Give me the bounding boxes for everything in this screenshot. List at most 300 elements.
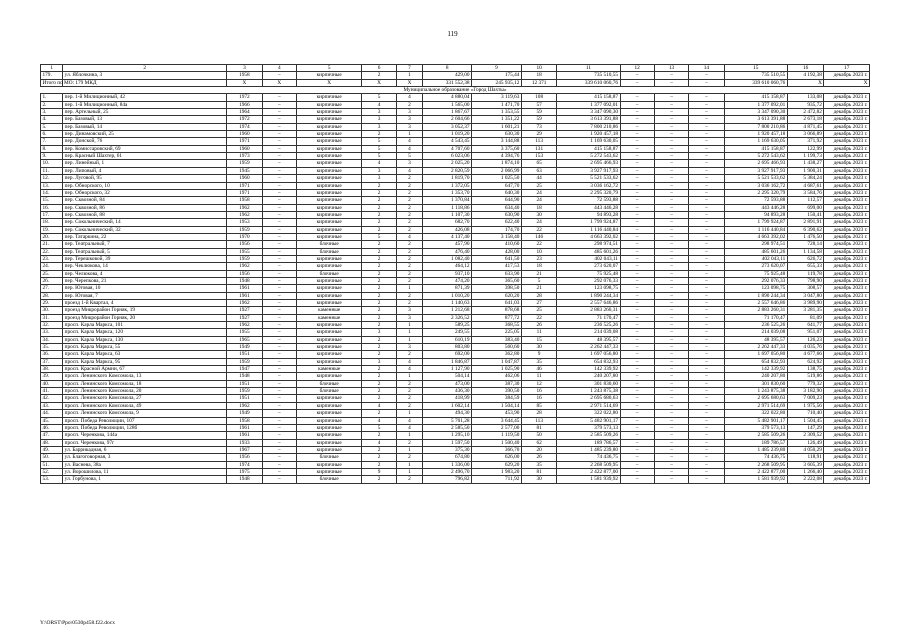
table-cell: 142 339,92 [557,366,620,373]
table-cell: 4 880,04 [423,94,472,101]
table-cell: – [654,219,688,226]
table-cell: 1 [396,432,423,439]
table-cell: просп. Карла Маркса, 130 [63,336,227,343]
table-cell: – [620,270,654,277]
table-cell: ул. Васнева, 38а [63,461,227,468]
table-cell: 1961 [227,292,262,299]
table-row [41,439,870,446]
table-cell: 2 [362,72,396,79]
table-cell: 301 830,60 [724,380,787,387]
table-cell: – [689,175,724,182]
table-cell: 711,92 [472,476,522,483]
table-cell: 379 573,13 [557,424,620,431]
table-cell: 123 098,75 [557,285,620,292]
table-row [41,344,870,351]
table-cell: 1 867,67 [423,109,472,116]
table-row [41,101,870,108]
table-cell: 1962 [227,211,262,218]
table-row [41,241,870,248]
table-cell: 1958 [227,197,262,204]
table-cell: 1949 [227,410,262,417]
housing-repair-table [40,64,870,484]
table-cell: 1 602,14 [423,402,472,409]
table-cell: – [654,454,688,461]
table-cell: 3 144,88 [472,138,522,145]
table-cell: 1927 [227,314,262,321]
table-cell: кирпичные [296,204,361,211]
table-cell: 1 697 056,80 [557,351,620,358]
table-cell: 65 [521,160,556,167]
table-cell: кирпичные [296,226,361,233]
table-cell: 142 339,92 [724,366,787,373]
table-cell: кирпичные [296,395,361,402]
table-cell: 2 [396,439,423,446]
table-cell: 2 585 509,26 [724,432,787,439]
table-cell: – [620,219,654,226]
table-cell: 453,90 [472,410,522,417]
table-cell: – [262,476,296,483]
table-cell: декабрь 2023 г. [824,94,870,101]
table-cell: 415 158,87 [724,94,787,101]
table-cell: 113 [521,417,556,424]
table-cell: 4 [262,65,296,72]
table-cell: 179. [41,72,63,79]
section-header-row [41,87,870,94]
table-row [41,461,870,468]
table-cell: 2 [362,226,396,233]
table-cell: 292 076,33 [724,277,787,284]
table-cell: 4 663 392,02 [557,233,620,240]
table-cell: – [689,109,724,116]
table-cell: 4 192,38 [787,72,824,79]
table-cell: блочные [296,388,361,395]
table-cell: – [654,446,688,453]
table-cell: 1951 [227,351,262,358]
table-cell: 2 [362,182,396,189]
table-cell: 4 663 392,02 [724,233,787,240]
table-cell: – [262,131,296,138]
table-row [41,292,870,299]
table-cell: кирпичные [296,72,361,79]
table-cell: кирпичные [296,410,361,417]
table-cell: 2 883 260,31 [724,307,787,314]
table-cell: 50. [41,454,63,461]
table-row [41,255,870,262]
table-row [41,395,870,402]
table-cell: декабрь 2023 г. [824,454,870,461]
table-cell: 22 [521,314,556,321]
table-cell: 5 [362,233,396,240]
table-cell: – [262,468,296,475]
table-cell: 3 [396,109,423,116]
table-cell: 610,19 [423,336,472,343]
table-cell: 387,30 [472,380,522,387]
table-cell: 62 [521,439,556,446]
table-cell: 1 476,50 [787,233,824,240]
table-cell: 189 786,57 [557,439,620,446]
table-cell: 236 525,26 [724,322,787,329]
table-cell: 418,99 [423,395,472,402]
table-cell: 630,90 [472,211,522,218]
table-cell: 436,30 [423,388,472,395]
table-cell: 5 [396,153,423,160]
table-cell: кирпичные [296,160,361,167]
table-cell: 1 504,14 [472,402,522,409]
table-cell: – [654,138,688,145]
table-cell: – [620,145,654,152]
table-cell: 3 375,60 [472,145,522,152]
table-cell: 214 039,08 [557,329,620,336]
table-cell: – [620,476,654,483]
table-cell: 1960 [227,131,262,138]
table-cell: 9 [521,351,556,358]
table-cell: 2 [362,219,396,226]
table-cell: 4 [396,358,423,365]
table-cell: кирпичные [296,263,361,270]
table-cell: декабрь 2023 г. [824,109,870,116]
table-cell: – [262,167,296,174]
table-cell: – [689,101,724,108]
table-cell: проезд Микрорайон Горняк, 20 [63,314,227,321]
table-cell: декабрь 2023 г. [824,285,870,292]
table-cell: 6. [41,131,63,138]
table-cell: – [689,160,724,167]
table-cell: 3 [362,116,396,123]
table-row [41,116,870,123]
table-cell: 2 422 877,00 [724,468,787,475]
table-cell: 17 [824,65,870,72]
table-cell: – [262,175,296,182]
table-cell: 2 472,82 [787,109,824,116]
table-cell: пер. Черепкова, 21 [63,277,227,284]
table-cell: 1974 [227,123,262,130]
table-cell: просп. Ленинского Комсомола, 18 [63,380,227,387]
table-cell: 112,57 [787,197,824,204]
table-cell: – [620,336,654,343]
table-cell: 1947 [227,366,262,373]
table-cell: – [689,270,724,277]
table-cell: 1 920 457,18 [724,131,787,138]
table-cell: 626,00 [472,454,522,461]
table-cell: декабрь 2023 г. [824,417,870,424]
table-cell: 1 581 939,92 [557,476,620,483]
table-cell: – [654,336,688,343]
table-cell: 2 [362,300,396,307]
table-cell: – [654,123,688,130]
table-cell: 2 [396,402,423,409]
table-cell: 410,60 [472,241,522,248]
table-cell: 1 [396,373,423,380]
table-cell: 1 471,70 [472,101,522,108]
table-cell: просп. Карла Маркса, 55 [63,344,227,351]
table-cell: 1974 [227,461,262,468]
table-cell: 1 127,90 [423,366,472,373]
table-cell: – [620,439,654,446]
table-cell: – [620,380,654,387]
table-cell: 27. [41,285,63,292]
table-cell: – [262,380,296,387]
table-cell: 3 182,90 [787,388,824,395]
table-cell: декабрь 2023 г. [824,307,870,314]
table-row [41,153,870,160]
table-cell: 2 [362,461,396,468]
table-cell: – [654,263,688,270]
table-cell: декабрь 2023 г. [824,241,870,248]
table-cell: – [262,241,296,248]
table-cell: 7 800 210,86 [557,123,620,130]
table-cell: просп. Ленинского Комсомола, 20 [63,388,227,395]
table-cell: 16 [521,395,556,402]
table-cell: 4 394,76 [472,153,522,160]
table-cell: – [620,424,654,431]
table-cell: – [654,94,688,101]
table-cell: пер. Сквозной, 86 [63,204,227,211]
table-cell: 654 832,93 [557,358,620,365]
table-cell: 63 [521,167,556,174]
table-cell: пер. Юговая, 7 [63,292,227,299]
total-row [41,79,870,86]
table-cell: 308,57 [787,285,824,292]
table-cell: 1958 [227,72,262,79]
table-cell: 2 [362,263,396,270]
table-cell: 9 [472,65,522,72]
table-cell: – [654,175,688,182]
table-cell: 2 [362,454,396,461]
table-cell: – [689,314,724,321]
table-cell: 390,50 [472,388,522,395]
table-cell: 1960 [227,175,262,182]
table-cell: декабрь 2023 г. [824,373,870,380]
table-cell: 52. [41,468,63,475]
table-cell: 937,10 [423,270,472,277]
table-cell: 2 557 646,86 [724,300,787,307]
table-row [41,329,870,336]
table-cell: 2 [396,255,423,262]
table-cell: – [654,270,688,277]
table-cell: – [654,351,688,358]
table-cell: – [654,241,688,248]
table-cell: 3 036 162,72 [557,182,620,189]
table-cell: – [620,300,654,307]
table-cell: 75 925,48 [557,270,620,277]
table-cell: 20 [521,446,556,453]
table-cell: 23. [41,255,63,262]
table-cell: кирпичные [296,424,361,431]
table-cell: 779,32 [787,380,824,387]
table-cell: 8 [423,65,472,72]
table-row [41,417,870,424]
table-cell: – [689,116,724,123]
table-cell: 877,72 [472,314,522,321]
table-cell: – [689,300,724,307]
table-cell: 462,06 [472,373,522,380]
table-cell: 4 707,60 [423,145,472,152]
table-cell: декабрь 2023 г. [824,138,870,145]
table-cell: 1 597,50 [423,439,472,446]
table-cell: 2 [362,292,396,299]
table-cell: – [620,197,654,204]
table-cell: 2 422 877,00 [557,468,620,475]
table-cell: кирпичные [296,446,361,453]
table-cell: 12 371 [521,79,556,86]
table-cell: 443 446,28 [557,204,620,211]
table-cell: кирпичные [296,145,361,152]
table-cell: 2 [362,211,396,218]
table-cell: 2 496,70 [423,468,472,475]
table-cell: – [262,358,296,365]
table-cell: – [689,454,724,461]
table-cell: 3 047,80 [787,292,824,299]
table-cell: – [689,336,724,343]
table-cell: ул. Баррикадная, 6 [63,446,227,453]
table-cell: 2 [396,211,423,218]
table-cell: 641,50 [472,255,522,262]
table-cell: – [689,432,724,439]
table-cell: 3 [396,123,423,130]
table-cell: 12 [521,380,556,387]
table-cell: – [689,241,724,248]
table-cell: X [787,79,824,86]
table-cell: 35 [521,461,556,468]
table-cell: 1971 [227,189,262,196]
table-cell: 2 [396,241,423,248]
table-cell: пер. Театральный, 5 [63,248,227,255]
table-cell: 10 [521,248,556,255]
table-cell: 53. [41,476,63,483]
table-cell: 42. [41,395,63,402]
table-cell: 647,70 [472,182,522,189]
table-cell: декабрь 2023 г. [824,300,870,307]
table-cell: декабрь 2023 г. [824,439,870,446]
table-cell: – [262,145,296,152]
table-cell: пер. Базовый, 14 [63,123,227,130]
table-cell: декабрь 2023 г. [824,476,870,483]
table-cell: просп. Ленинского Комсомола, 9 [63,410,227,417]
table-row [41,270,870,277]
table-cell: – [689,461,724,468]
table-cell: 118,91 [787,454,824,461]
table-cell: – [620,116,654,123]
table-cell: – [620,131,654,138]
table-cell: декабрь 2023 г. [824,380,870,387]
table-cell: – [620,446,654,453]
table-cell: – [689,366,724,373]
table-cell: – [689,307,724,314]
table-cell: 46. [41,424,63,431]
table-cell: кирпичные [296,167,361,174]
table-cell: – [654,395,688,402]
table-cell: 3 613 391,88 [557,116,620,123]
table-cell: 2 [362,476,396,483]
table-cell: 692,00 [423,351,472,358]
table-cell: пер. Базовый, 13 [63,116,227,123]
table-cell: 2 295 320,79 [557,189,620,196]
table-cell: проезд Микрорайон Горняк, 19 [63,307,227,314]
table-cell: 4 050,29 [787,446,824,453]
table-cell: – [620,160,654,167]
table-row [41,322,870,329]
table-cell: – [620,79,654,86]
table-cell: 415 158,87 [557,94,620,101]
table-cell: 5 701,28 [423,417,472,424]
table-cell: 1 [396,468,423,475]
table-cell: 2 695 466,93 [557,160,620,167]
table-cell: 44. [41,410,63,417]
table-cell: – [262,197,296,204]
table-cell: 1971 [227,138,262,145]
table-cell: декабрь 2023 г. [824,197,870,204]
table-cell: – [262,94,296,101]
table-cell: пер. Сокольнический, 32 [63,226,227,233]
table-row [41,145,870,152]
table-cell: ул. Ворошилова, 11 [63,468,227,475]
table-cell: декабрь 2023 г. [824,292,870,299]
table-cell: 2 604,66 [423,116,472,123]
table-cell: 504,14 [423,373,472,380]
table-cell: 81 [521,468,556,475]
table-row [41,336,870,343]
table-cell: 30 [521,476,556,483]
table-cell: 1 [396,336,423,343]
table-cell: 2 820,59 [423,167,472,174]
table-cell: кирпичные [296,116,361,123]
table-cell: – [262,226,296,233]
table-cell: пер. Обнорского, 10 [63,182,227,189]
table-cell: – [262,233,296,240]
table-cell: – [689,329,724,336]
table-cell: декабрь 2023 г. [824,424,870,431]
table-cell: – [654,101,688,108]
table-cell: кирпичные [296,94,361,101]
table-cell: – [689,285,724,292]
table-cell: 59 [521,116,556,123]
table-row [41,72,870,79]
table-cell: 6 [362,65,396,72]
table-cell: пер. Комиссаровский, 69 [63,145,227,152]
table-cell: – [262,424,296,431]
table-cell: 803,80 [423,344,472,351]
page-number: 119 [447,30,458,38]
table-cell: кирпичные [296,138,361,145]
table-cell: 2 [396,182,423,189]
table-cell: 402 043,11 [724,255,787,262]
table-cell: 30 [521,211,556,218]
table-cell: кирпичные [296,373,361,380]
table-cell: 81 [521,424,556,431]
table-cell: 39. [41,373,63,380]
table-cell: 7 009,23 [787,395,824,402]
table-cell: 14. [41,189,63,196]
table-cell: кирпичные [296,461,361,468]
table-cell: 7. [41,138,63,145]
table-cell: – [620,285,654,292]
table-cell: – [654,197,688,204]
table-cell: 322 022,80 [724,410,787,417]
table-row [41,167,870,174]
table-cell: – [262,263,296,270]
table-cell: кирпичные [296,123,361,130]
table-cell: 1948 [227,373,262,380]
table-cell: 2 [396,388,423,395]
table-cell: 240 207,80 [724,373,787,380]
table-cell: 150,41 [787,211,824,218]
table-cell: – [262,285,296,292]
table-cell: 2 222,08 [787,476,824,483]
table-cell: 1 377 092,01 [557,101,620,108]
table-cell: 1 799 924,87 [724,219,787,226]
table-cell: – [262,219,296,226]
table-cell: пер. Артельный, 25 [63,109,227,116]
